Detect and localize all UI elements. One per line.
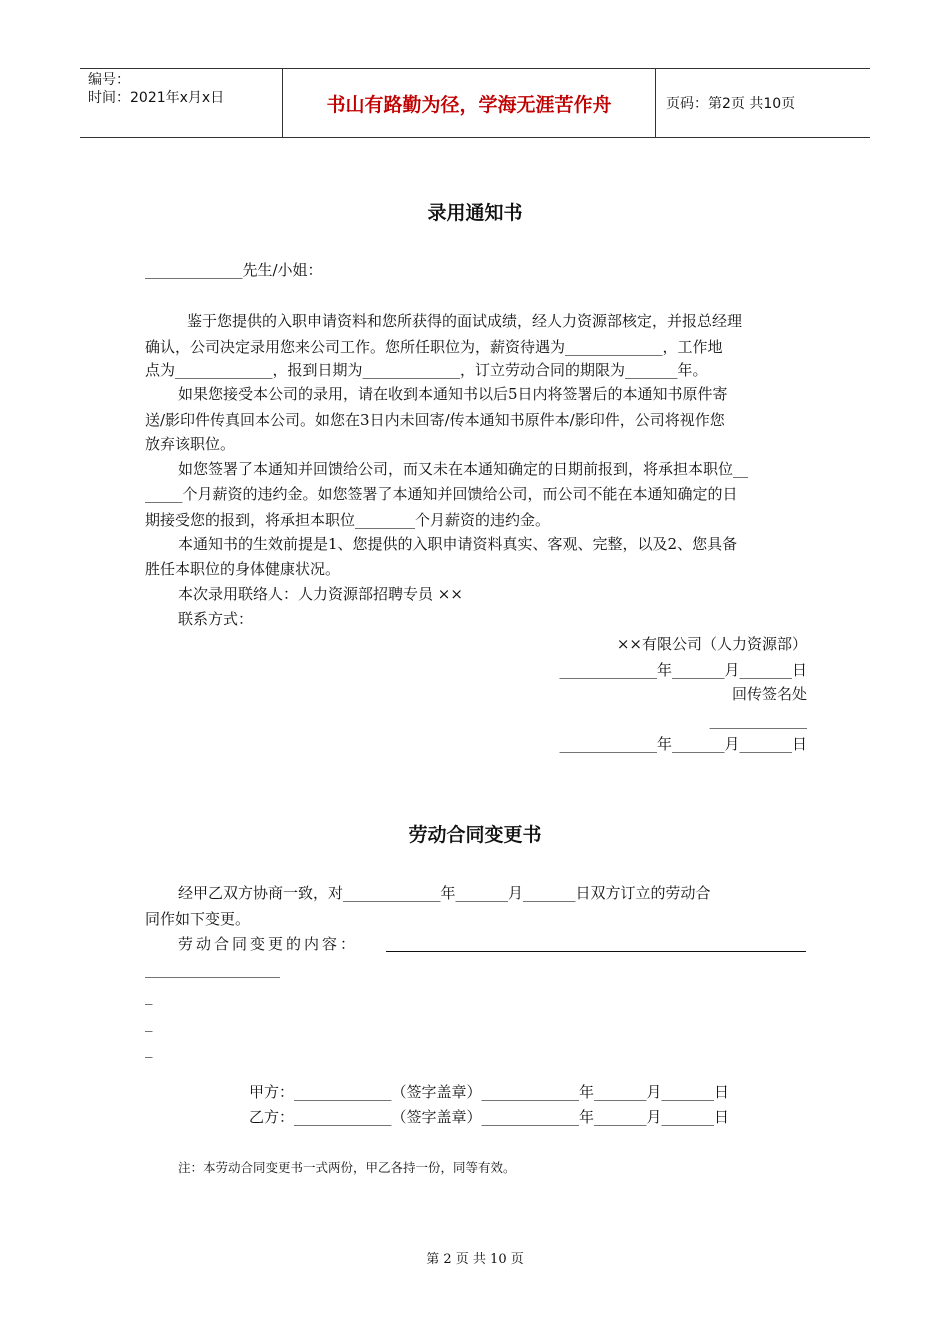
blank-line: _ <box>145 1014 153 1032</box>
offer-title: 录用通知书 <box>427 202 523 224</box>
header-page-info: 页码：第2页 共10页 <box>666 96 796 112</box>
blank-line: _ <box>145 1040 153 1058</box>
page-footer: 第 2 页 共 10 页 <box>426 1252 524 1267</box>
contract-title: 劳动合同变更书 <box>408 824 542 846</box>
offer-line: 点为_____________，报到日期为_____________，订立劳动合同的期限为_______年。 <box>145 361 708 379</box>
offer-line: 期接受您的报到，将承担本职位________个月薪资的违约金。 <box>145 511 551 529</box>
party-b-sign: 乙方：_____________（签字盖章）_____________年_______月_______日 <box>249 1108 730 1126</box>
header-slogan: 书山有路勤为径，学海无涯苦作舟 <box>282 69 656 137</box>
contract-line: 同作如下变更。 <box>145 910 251 928</box>
offer-line: 本通知书的生效前提是1、您提供的入职申请资料真实、客观、完整，以及2、您具备 <box>178 535 738 553</box>
return-date: _____________年_______月_______日 <box>559 735 807 753</box>
blank-line: _ <box>145 987 153 1005</box>
offer-line: _____个月薪资的违约金。如您签署了本通知并回馈给公司，而公司不能在本通知确定的日 <box>145 485 738 503</box>
offer-date: _____________年_______月_______日 <box>559 661 807 679</box>
content-underline <box>386 951 806 952</box>
offer-line: 鉴于您提供的入职申请资料和您所获得的面试成绩，经人力资源部核定，并报总经理 <box>187 312 743 330</box>
company-name: ××有限公司（人力资源部） <box>616 635 807 653</box>
offer-line: 本次录用联络人：人力资源部招聘专员 ×× <box>178 585 463 603</box>
return-sign-label: 回传签名处 <box>731 685 807 703</box>
offer-line: 如果您接受本公司的录用，请在收到本通知书以后5日内将签署后的本通知书原件寄 <box>178 385 728 403</box>
change-content-label: 劳动合同变更的内容： <box>178 935 359 953</box>
offer-line: 送/影印件传真回本公司。如您在3日内未回寄/传本通知书原件本/影印件，公司将视作您 <box>145 411 725 429</box>
number-label: 编号： <box>88 72 130 88</box>
offer-line: 放弃该职位。 <box>145 435 236 453</box>
offer-line: 确认，公司决定录用您来公司工作。您所任职位为，薪资待遇为_____________，工作地 <box>145 338 723 356</box>
offer-line: 联系方式： <box>178 610 254 628</box>
signature-line: _____________ <box>709 711 807 729</box>
content-underline-cont: __________________ <box>145 960 280 978</box>
contract-note: 注：本劳动合同变更书一式两份，甲乙各持一份，同等有效。 <box>178 1160 516 1175</box>
offer-line: 如您签署了本通知并回馈给公司，而又未在本通知确定的日期前报到，将承担本职位__ <box>178 460 749 478</box>
party-a-sign: 甲方：_____________（签字盖章）_____________年_______月_______日 <box>249 1083 730 1101</box>
page-header <box>80 68 870 138</box>
header-meta <box>88 71 278 107</box>
contract-line: 经甲乙双方协商一致，对_____________年_______月_______日双方订立的劳动合 <box>178 884 711 902</box>
salutation: _____________先生/小姐： <box>145 261 323 279</box>
offer-line: 胜任本职位的身体健康状况。 <box>145 560 341 578</box>
time-label: 时间：2021年x月x日 <box>88 90 225 106</box>
